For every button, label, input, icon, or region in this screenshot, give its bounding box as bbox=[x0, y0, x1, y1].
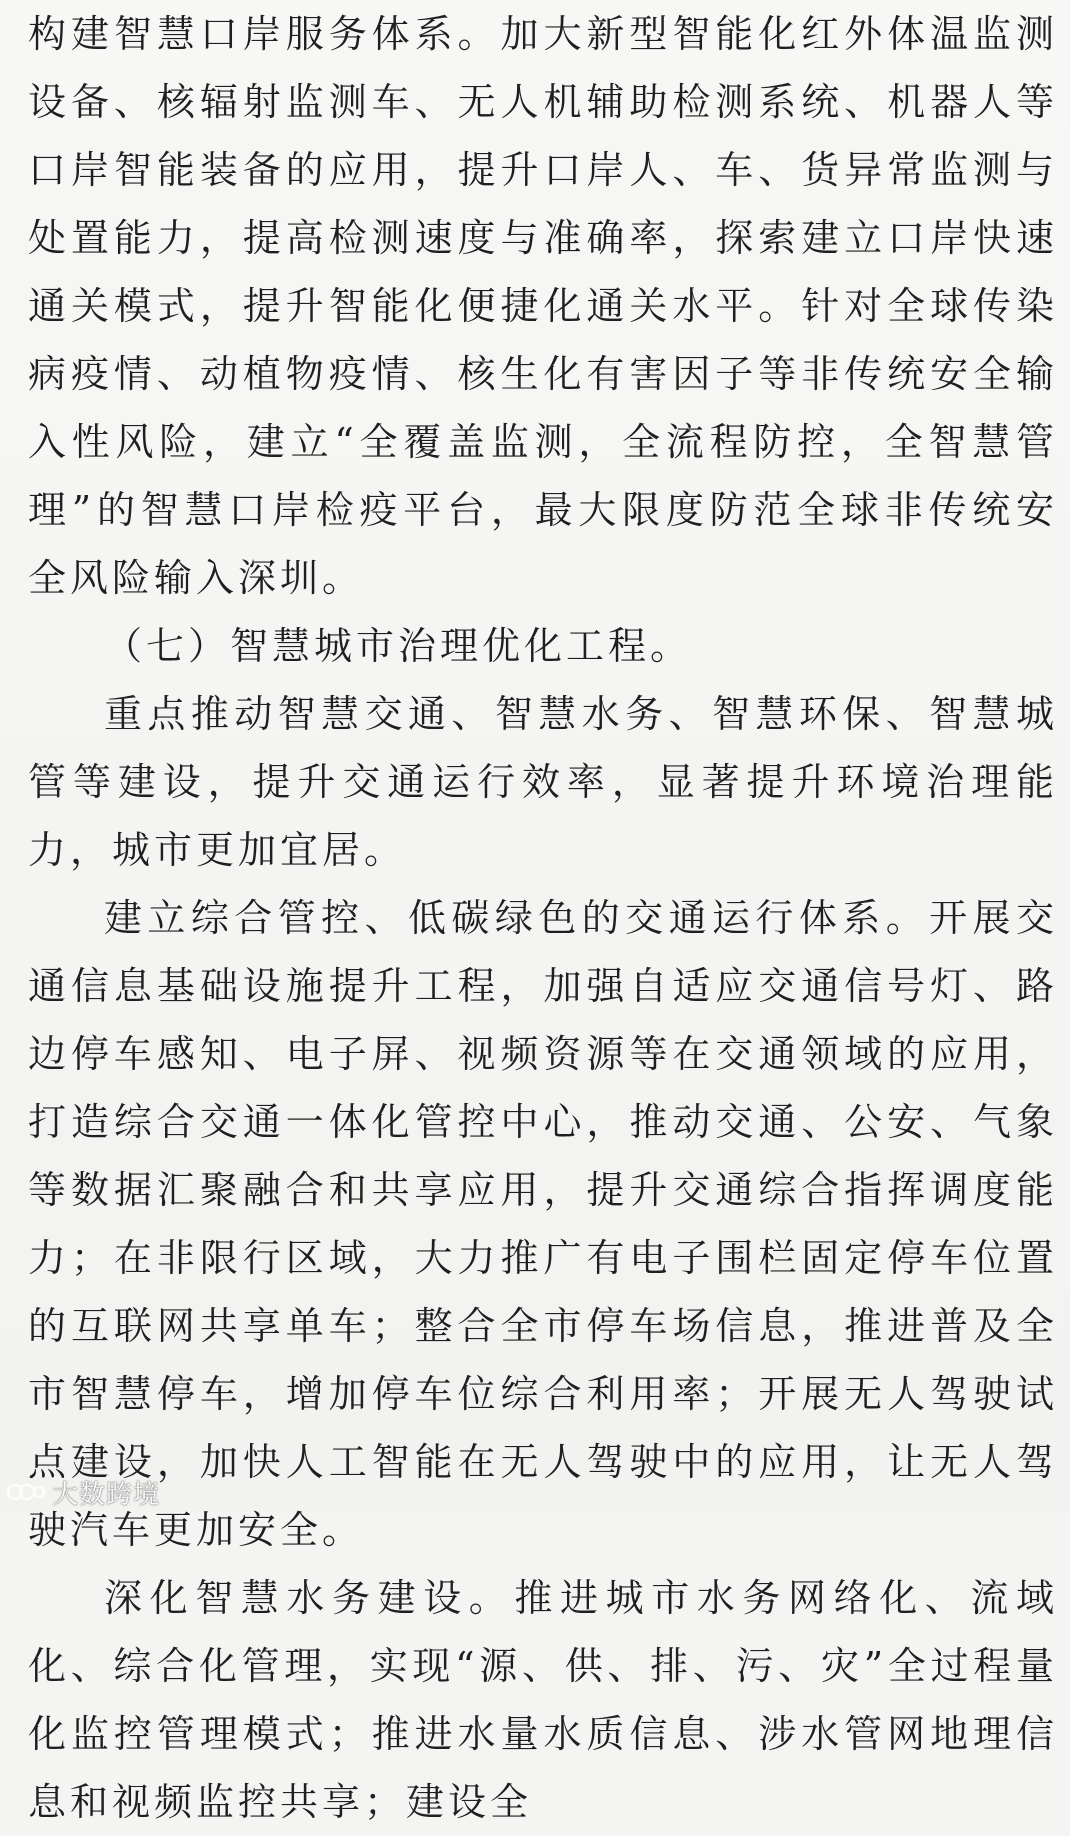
watermark-text: 大数跨境 bbox=[52, 1479, 161, 1510]
document-body bbox=[28, 0, 1058, 1836]
paragraph-smart-traffic: 建立综合管控、低碳绿色的交通运行体系。开展交通信息基础设施提升工程，加强自适应交通信号灯、路边停车感知、电子屏、视频资源等在交通领域的应用，打造综合交通一体化管控中心，推动交通、公安、气象等数据汇聚融合和共享应用，提升交通综合指挥调度能力；在非限行区域，大力推广有电子围栏固定停车位置的互联网共享单车；整合全市停车场信息，推进普及全市智慧停车，增加停车位综合利用率；开展无人驾驶试点建设，加快人工智能在无人驾驶中的应用，让无人驾驶汽车更加安全。 bbox=[28, 896, 1058, 1552]
paragraph-smart-water: 深化智慧水务建设。推进城市水务网络化、流域化、综合化管理，实现“源、供、排、污、灾”全过程量化监控管理模式；推进水量水质信息、涉水管网地理信息和视频监控共享；建设全 bbox=[28, 1576, 1058, 1824]
watermark bbox=[6, 1474, 160, 1510]
section-heading-7: （七）智慧城市治理优化工程。 bbox=[104, 624, 693, 668]
paragraph-smart-port: 构建智慧口岸服务体系。加大新型智能化红外体温监测设备、核辐射监测车、无人机辅助检测系统、机器人等口岸智能装备的应用，提升口岸人、车、货异常监测与处置能力，提高检测速度与准确率，探索建立口岸快速通关模式，提升智能化便捷化通关水平。针对全球传染病疫情、动植物疫情、核生化有害因子等非传统安全输入性风险，建立“全覆盖监测，全流程防控，全智慧管理”的智慧口岸检疫平台，最大限度防范全球非传统安全风险输入深圳。 bbox=[28, 12, 1058, 600]
brand-logo-icon bbox=[6, 1478, 46, 1506]
paragraph-governance-overview: 重点推动智慧交通、智慧水务、智慧环保、智慧城管等建设，提升交通运行效率，显著提升环境治理能力，城市更加宜居。 bbox=[28, 692, 1058, 872]
